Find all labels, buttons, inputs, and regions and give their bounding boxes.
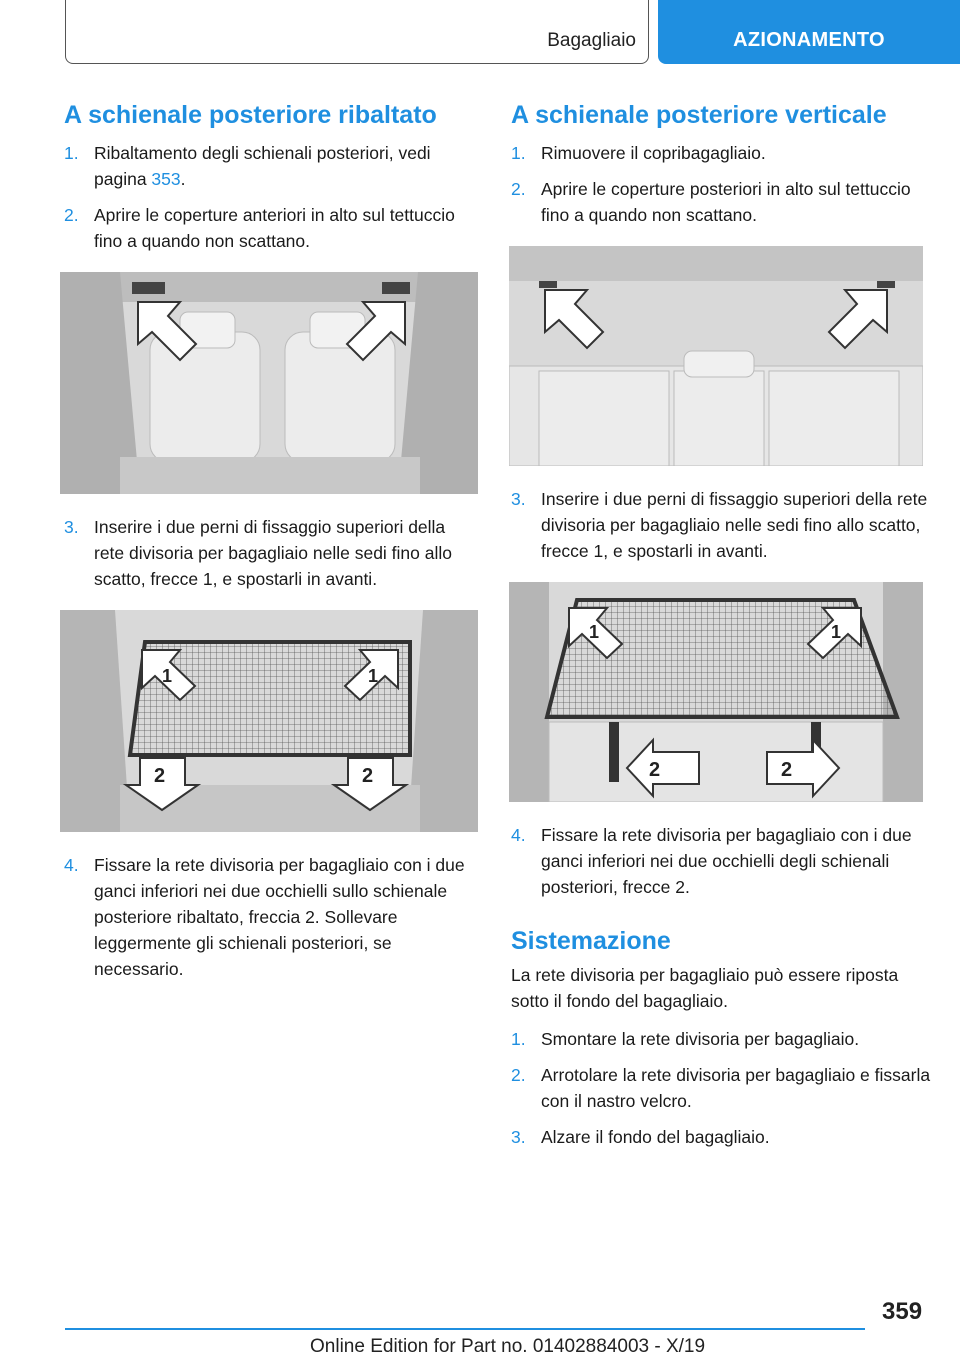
section-step-3 xyxy=(511,1124,931,1150)
figure-net-upright xyxy=(509,582,923,802)
left-step-4 xyxy=(64,852,478,982)
figure-label: 2 xyxy=(154,765,166,787)
step-number: 1. xyxy=(64,143,79,163)
step-number: 4. xyxy=(511,825,526,845)
figure-label: 1 xyxy=(831,622,842,642)
step-text: Fissare la rete divisoria per bagagliaio con i due ganci inferiori nei due occhielli sullo schienale posteriore ribaltato, freccia 2. Sollevare leggermente gli schienali posteriori, se necessario. xyxy=(94,855,465,979)
step-text: Rimuovere il copribagagliaio. xyxy=(541,143,766,163)
right-step-3 xyxy=(511,486,931,564)
page-number: 359 xyxy=(882,1298,923,1325)
step-number: 2. xyxy=(511,1065,526,1085)
figure-label: 2 xyxy=(781,759,793,781)
step-number: 2. xyxy=(64,205,79,225)
right-heading: A schienale posteriore verticale xyxy=(511,101,887,129)
step-number: 1. xyxy=(511,1029,526,1049)
step-number: 4. xyxy=(64,855,79,875)
section-step-2 xyxy=(511,1062,931,1114)
figure-label: 1 xyxy=(162,666,173,686)
step-number: 2. xyxy=(511,179,526,199)
header-section-title: Bagagliaio xyxy=(547,30,636,51)
header-frame xyxy=(65,0,649,64)
step-text: Fissare la rete divisoria per bagagliaio con i due ganci inferiori nei due occhielli degli schienali posteriori, frecce 2. xyxy=(541,825,912,897)
step-text: Alzare il fondo del bagagliaio. xyxy=(541,1127,770,1147)
right-step-1 xyxy=(511,140,931,166)
step-text-part: . xyxy=(180,169,186,189)
step-text: Smontare la rete divisoria per bagagliaio. xyxy=(541,1029,860,1049)
section-heading: Sistemazione xyxy=(511,927,671,955)
step-text: Arrotolare la rete divisoria per bagagliaio e fissarla con il nastro velcro. xyxy=(541,1065,931,1111)
left-step-3 xyxy=(64,514,478,592)
left-column xyxy=(64,100,478,992)
right-step-4 xyxy=(511,822,931,900)
step-text: Aprire le coperture anteriori in alto sul tettuccio fino a quando non scattano. xyxy=(94,205,455,251)
figure-roof-covers-rear xyxy=(509,246,923,466)
section-paragraph: La rete divisoria per bagagliaio può essere riposta sotto il fondo del bagagliaio. xyxy=(511,965,899,1011)
step-number: 3. xyxy=(64,517,79,537)
right-step-2 xyxy=(511,176,931,228)
left-heading: A schienale posteriore ribaltato xyxy=(64,101,437,129)
left-step-2 xyxy=(64,202,478,254)
figure-roof-covers-front xyxy=(60,272,478,494)
footer-edition: Online Edition for Part no. 01402884003 - X/19 xyxy=(310,1336,706,1357)
section-step-1 xyxy=(511,1026,931,1052)
figure-net-fold-down xyxy=(60,610,478,832)
left-step-1 xyxy=(64,140,478,192)
step-text: Aprire le coperture posteriori in alto sul tettuccio fino a quando non scattano. xyxy=(541,179,911,225)
figure-label: 2 xyxy=(362,765,374,787)
step-text: Inserire i due perni di fissaggio superiori della rete divisoria per bagagliaio nelle sedi fino allo scatto, frecce 1, e spostarli in avanti. xyxy=(94,517,452,589)
step-number: 3. xyxy=(511,489,526,509)
figure-label: 1 xyxy=(589,622,600,642)
step-text-part: Ribaltamento degli schienali posteriori, vedi pagina xyxy=(94,143,431,189)
step-number: 3. xyxy=(511,1127,526,1147)
step-number: 1. xyxy=(511,143,526,163)
header-chapter-tab xyxy=(658,0,960,64)
page-link[interactable]: 353 xyxy=(151,169,181,189)
figure-label: 1 xyxy=(368,666,379,686)
right-column xyxy=(511,100,931,1160)
header-chapter-label: AZIONAMENTO xyxy=(733,29,885,51)
step-text: Inserire i due perni di fissaggio superiori della rete divisoria per bagagliaio nelle sedi fino allo scatto, frecce 1, e spostarli in avanti. xyxy=(541,489,928,561)
figure-label: 2 xyxy=(649,759,661,781)
step-text xyxy=(94,140,478,192)
footer-divider xyxy=(65,1328,865,1330)
